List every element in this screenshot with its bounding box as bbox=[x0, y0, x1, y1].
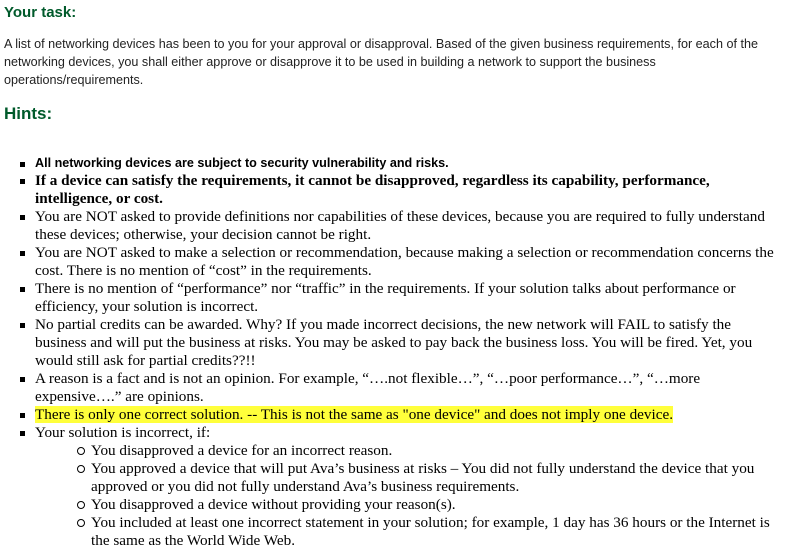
hint-item: You are NOT asked to make a selection or recommendation, because making a selection or recommendation concerns the cost. There is no mention of “cost” in the requirements. bbox=[35, 244, 785, 280]
hint-item-label: Your solution is incorrect, if: bbox=[35, 424, 211, 441]
hint-item: All networking devices are subject to security vulnerability and risks. bbox=[35, 155, 785, 172]
task-description: A list of networking devices has been to you for your approval or disapproval. Based of the given business requirements, for each of the networking devices, you shall either approve or disapprove it to be used in building a network to support the business operations/requirements. bbox=[4, 37, 758, 87]
hint-item: There is no mention of “performance” nor “traffic” in the requirements. If your solution talks about performance or efficiency, your solution is incorrect. bbox=[35, 280, 785, 316]
highlighted-text: There is only one correct solution. -- This is not the same as "one device" and does not imply one device. bbox=[35, 406, 674, 423]
hint-item: No partial credits can be awarded. Why? If you made incorrect decisions, the new network will FAIL to satisfy the business and will put the business at risks. You may be asked to pay back the business loss. You will be fired. Yet, you would still ask for partial credits??!! bbox=[35, 316, 785, 370]
sub-hint-item: You included at least one incorrect statement in your solution; for example, 1 day has 36 hours or the Internet is the same as the World Wide Web. bbox=[91, 514, 785, 550]
hint-item: A reason is a fact and is not an opinion. For example, “….not flexible…”, “…poor performance…”, “…more expensive….” are opinions. bbox=[35, 370, 785, 406]
hint-item bbox=[35, 424, 785, 550]
hint-item: You are NOT asked to provide definitions nor capabilities of these devices, because you are required to fully understand these devices; otherwise, your decision cannot be right. bbox=[35, 208, 785, 244]
hints-list bbox=[0, 155, 785, 550]
sub-hint-item: You approved a device that will put Ava’s business at risks – You did not fully understand the device that you approved or you did not fully understand Ava’s business requirements. bbox=[91, 460, 785, 496]
hint-item: If a device can satisfy the requirements, it cannot be disapproved, regardless its capability, performance, intelligence, or cost. bbox=[35, 172, 785, 208]
task-heading: Your task: bbox=[4, 4, 77, 21]
sub-hint-item: You disapproved a device for an incorrect reason. bbox=[91, 442, 785, 460]
hint-item-highlighted bbox=[35, 406, 785, 424]
hints-heading: Hints: bbox=[4, 104, 53, 123]
sub-hints-list bbox=[35, 442, 785, 550]
sub-hint-item: You disapproved a device without providing your reason(s). bbox=[91, 496, 785, 514]
